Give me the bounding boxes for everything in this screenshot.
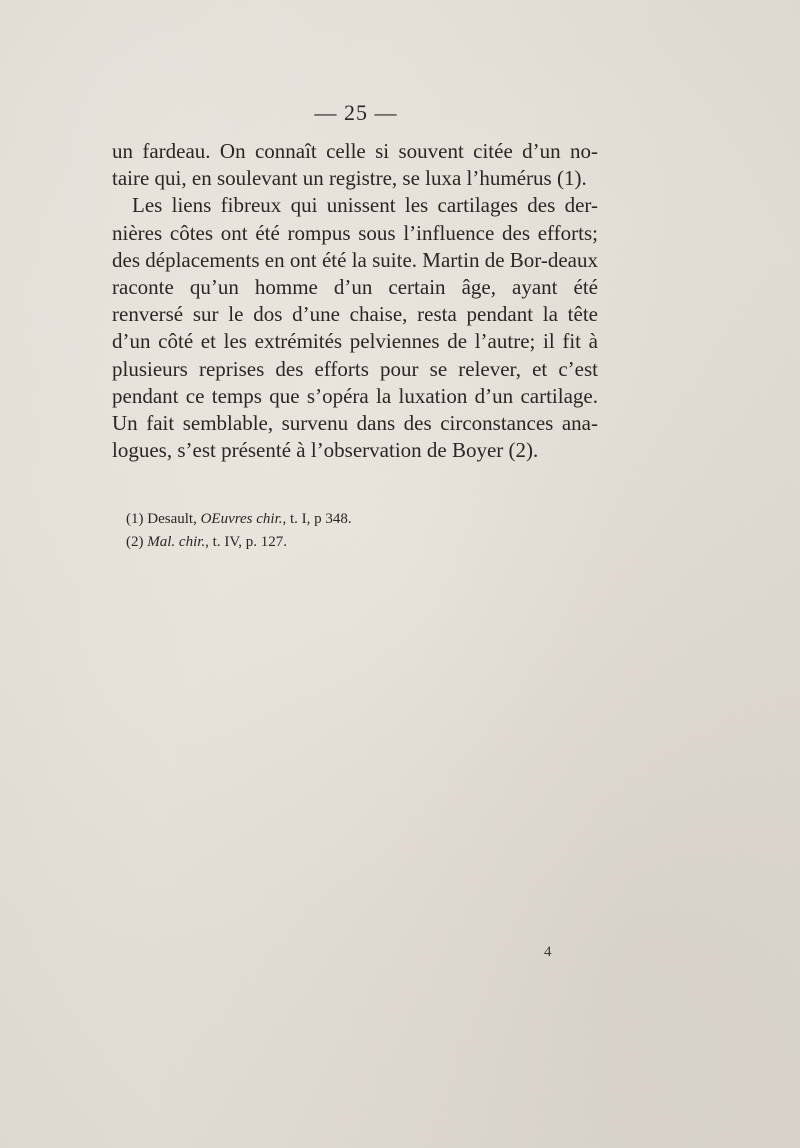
page-number: — 25 — xyxy=(314,100,398,125)
footnotes xyxy=(126,508,546,554)
paragraph-2: Les liens fibreux qui unissent les cartilages des der-nières côtes ont été rompus sous l’influence des efforts; des déplacements en ont été la suite. Martin de Bor-deaux raconte qu’un homme d’un certain âge, ayant été renversé sur le dos d’une chaise, resta pendant la tête d’un côté et les extrémités pelviennes de l’autre; il fit à plusieurs reprises des efforts pour se relever, et c’est pendant ce temps que s’opéra la luxation d’un cartilage. Un fait semblable, survenu dans des circonstances ana-logues, s’est présenté à l’observation de Boyer (2). xyxy=(112,193,598,463)
footnote-1 xyxy=(126,508,546,531)
footnote-2 xyxy=(126,531,546,554)
footnote-work: Mal. chir. xyxy=(147,534,206,550)
footnote-author: Desault, xyxy=(147,511,197,527)
footnote-marker: (2) xyxy=(126,534,144,550)
paragraph-1: un fardeau. On connaît celle si souvent citée d’un no-taire qui, en soulevant un registre, se luxa l’humérus (1). xyxy=(112,139,598,191)
signature-mark: 4 xyxy=(544,944,552,960)
footnote-marker: (1) xyxy=(126,511,144,527)
body-text xyxy=(112,138,598,464)
footnote-work: OEuvres chir. xyxy=(200,511,283,527)
footnote-reference: , t. IV, p. 127. xyxy=(205,534,287,550)
footnote-reference: , t. I, p 348. xyxy=(282,511,352,527)
